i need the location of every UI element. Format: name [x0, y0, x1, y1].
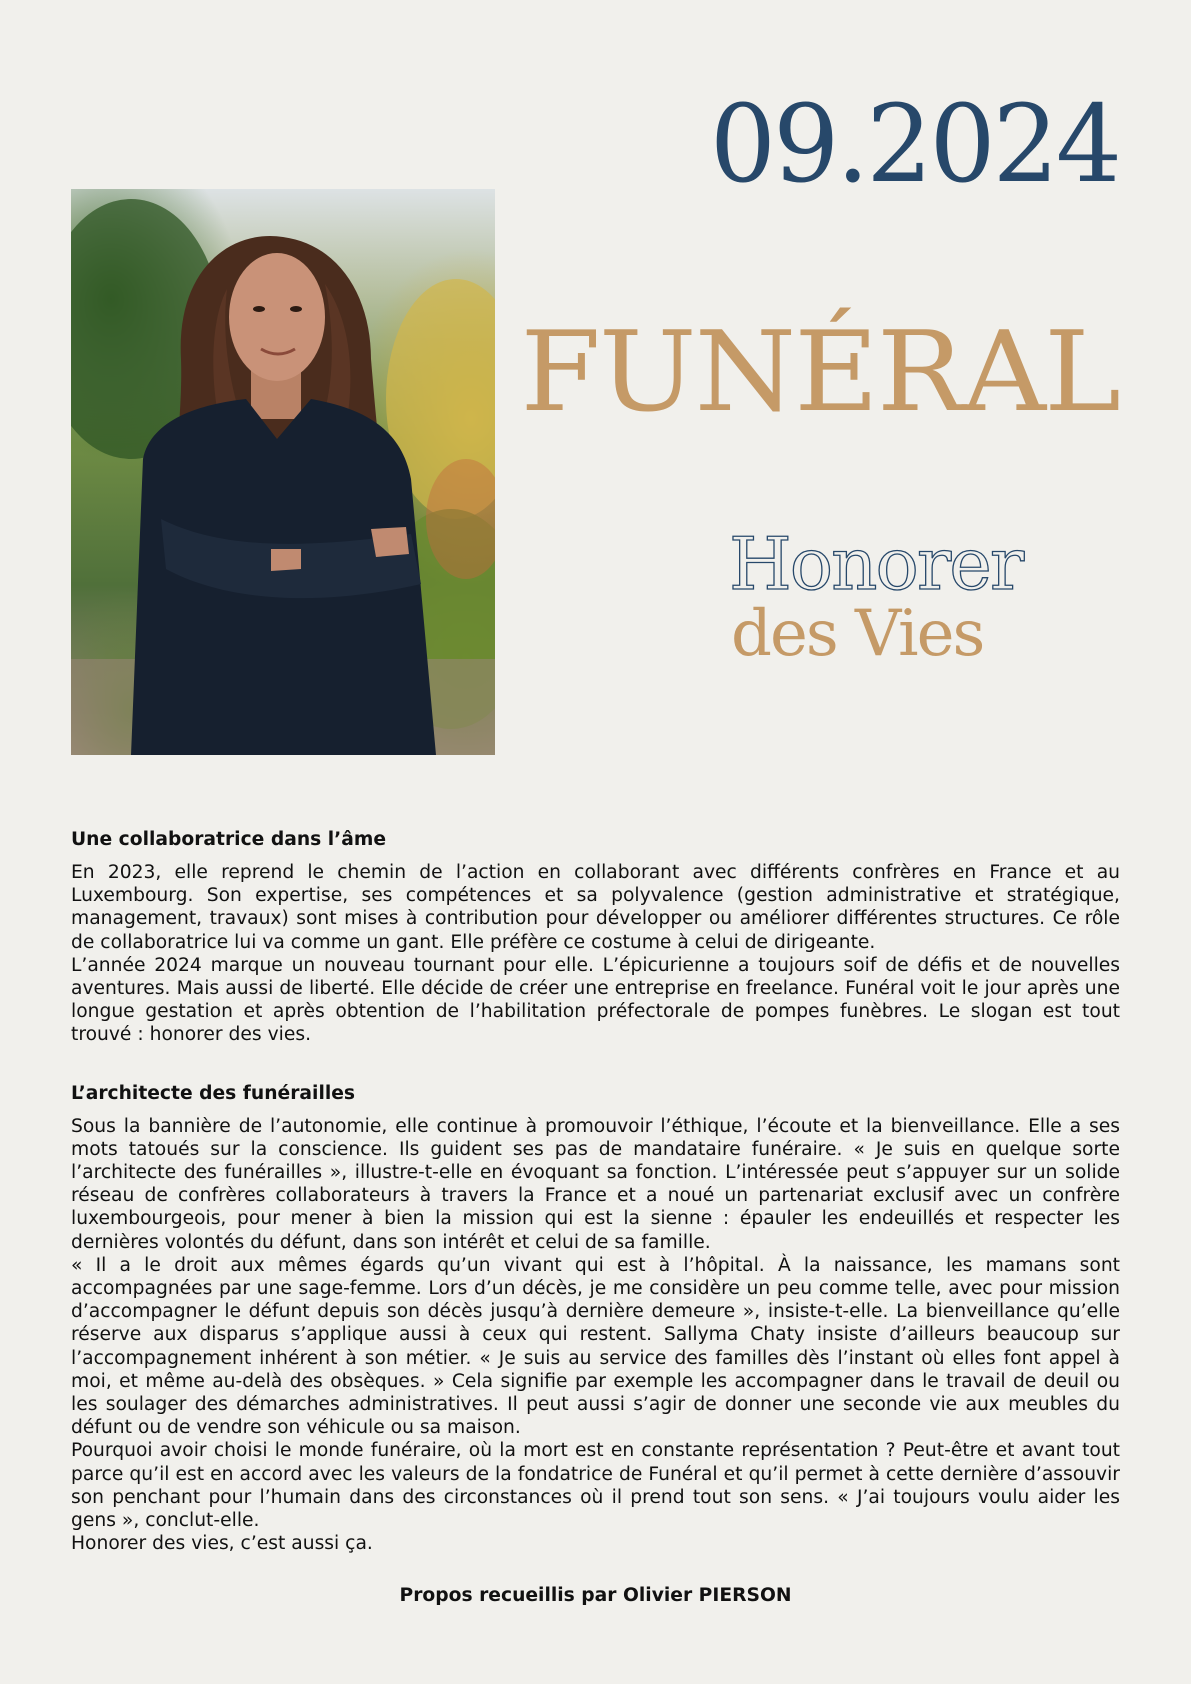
paragraph: L’année 2024 marque un nouveau tournant pour elle. L’épicurienne a toujours soif de défis et de nouvelles aventures. Mais aussi de liberté. Elle décide de créer une entreprise en freelance. Funéral voit le jour après une longue gestation et après obtention de l’habilitation préfectorale de pompes funèbres. Le slogan est tout trouvé : honorer des vies.: [71, 954, 1120, 1046]
paragraph: Pourquoi avoir choisi le monde funéraire, où la mort est en constante représentation ? Peut-être et avant tout parce qu’il est en accord avec les valeurs de la fondatrice de Funéral et qu’il permet à cette dernière d’assouvir son penchant pour l’humain dans des circonstances où il prend tout son sens. « J’ai toujours voulu aider les gens », conclut-elle.: [71, 1440, 1120, 1532]
paragraph: En 2023, elle reprend le chemin de l’action en collaborant avec différents confrères en France et au Luxembourg. Son expertise, ses compétences et sa polyvalence (gestion administrative et stratégique, management, travaux) sont mises à contribution pour développer ou améliorer différentes structures. Ce rôle de collaboratrice lui va comme un gant. Elle préfère ce costume à celui de dirigeante.: [71, 862, 1120, 953]
slogan-line-2: des Vies: [731, 597, 984, 671]
brand-title: FUNÉRAL: [520, 308, 1119, 437]
issue-date: 09.2024: [709, 81, 1119, 207]
article-body: [71, 828, 1120, 1555]
paragraph: Sous la bannière de l’autonomie, elle continue à promouvoir l’éthique, l’écoute et la bienveillance. Elle a ses mots tatoués sur la conscience. Ils guident ses pas de mandataire funéraire. « Je suis en quelque sorte l’architecte des funérailles », illustre-t-elle en évoquant sa fonction. L’intéressée peut s’appuyer sur un solide réseau de confrères collaborateurs à travers la France et a noué un partenariat exclusif avec un confrère luxembourgeois, pour mener à bien la mission qui est la sienne : épauler les endeuillés et respecter les dernières volontés du défunt, dans son intérêt et celui de sa famille.: [71, 1115, 1120, 1253]
section-architecte: [71, 1082, 1120, 1556]
paragraph: Honorer des vies, c’est aussi ça.: [71, 1533, 373, 1555]
section-heading: L’architecte des funérailles: [71, 1082, 356, 1104]
paragraph: « Il a le droit aux mêmes égards qu’un vivant qui est à l’hôpital. À la naissance, les mamans sont accompagnées par une sage-femme. Lors d’un décès, je me considère un peu comme telle, avec pour mission d’accompagner le défunt depuis son décès jusqu’à dernière demeure », insiste-t-elle. La bienveillance qu’elle réserve aux disparus s’applique aussi à ceux qui restent. Sallyma Chaty insiste d’ailleurs beaucoup sur l’accompagnement inhérent à son métier. « Je suis au service des familles dès l’instant où elles font appel à moi, et même au-delà des obsèques. » Cela signifie par exemple les accompagner dans le travail de deuil ou les soulager des démarches administratives. Il peut aussi s’agir de donner une seconde vie aux meubles du défunt ou de vendre son véhicule ou sa maison.: [71, 1254, 1120, 1439]
slogan-line-1: Honorer: [729, 522, 1023, 606]
portrait-photo: [71, 189, 495, 755]
section-heading: Une collaboratrice dans l’âme: [71, 829, 387, 850]
section-collaboratrice: [71, 828, 1120, 1047]
byline: Propos recueillis par Olivier PIERSON: [399, 1585, 792, 1606]
